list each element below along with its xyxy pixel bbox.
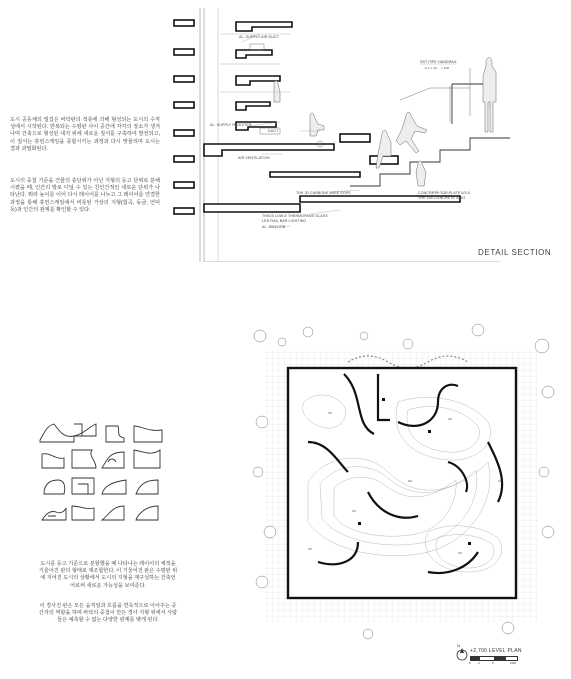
label-glass: THK24 LOW-E THERMOPANE GLASS bbox=[262, 214, 328, 218]
sketch-paragraph-2: 이 경사진 판은 모든 움직임과 흐름을 연속적으로 이어주는 중간자의 역할을 하며 바닥의 중첩이 만든 경사 지형 위에서 사람들은 예측할 수 없는 다양한 관계를 맺게 된다. bbox=[38, 603, 178, 624]
intro-paragraph-1: 도시 공동체의 밀집은 바닥판의 적층에 의해 형성되는 도시의 수직성에서 시작된다. 반복되는 수평판 사이 공간에 각각의 장소가 생겨나며 건축으로 형성된 대지 위에 새로운 질서를 구축하여 발전되고, 이 질서는 휴먼스케일을 종합시키는 과정과 다시 맞물리며 도시는 결과 과밀화된다. bbox=[10, 117, 160, 152]
north-label: N bbox=[457, 643, 460, 648]
detail-section-title: DETAIL SECTION bbox=[478, 248, 552, 257]
north-arrow-icon bbox=[455, 647, 469, 661]
label-wire-rope: THK 30 CARBONE WIRE ROPE bbox=[296, 191, 351, 195]
label-supply-register: AL. SUPPLY REGISTER bbox=[210, 123, 252, 127]
level-plan-title: +2,700 LEVEL PLAN bbox=[470, 648, 522, 654]
human-figures bbox=[274, 58, 496, 187]
level-plan-drawing bbox=[248, 322, 558, 642]
label-concrete-seat: THK 100 CONCRETE SEAT bbox=[418, 196, 466, 200]
label-led: LED RAIL BAR LIGHTING bbox=[262, 219, 307, 223]
room-mark: UP bbox=[328, 411, 333, 415]
scale-label-2: 2 bbox=[478, 661, 480, 665]
detail-section-drawing bbox=[170, 4, 565, 262]
sketch-paragraph-1: 도시를 등고 기준으로 분할했을 때 나타나는 레이어의 체적을 기울어진 판의 형태로 재조합한다. 이 기울어진 판은 수평판 위에 지어진 도시의 상황에서 도시의 지형을 재구성하는 건축언어로써 새로운 가능성을 보여준다. bbox=[38, 561, 178, 589]
label-pipe-handrail: SST PIPE HANDRAIL bbox=[420, 60, 457, 64]
section-sketch-grid bbox=[38, 418, 168, 528]
intro-paragraph-2: 도시의 중첩 기준을 건물의 층단위가 아닌 지형의 등고 단위로 분해시켰을 때, 인간의 발로 디딜 수 있는 친인간적인 새로운 단위가 나타난다. 뭐라 높이를 이어 다시 레이어를 나누고 그 레이어를 연결한 과정을 통해 휴먼스케일에서 비롯된 가상의 지형(험곡, 동굴, 언덕 등)과 인간의 관계를 확인할 수 있다. bbox=[10, 178, 160, 213]
room-mark: UP bbox=[458, 551, 463, 555]
label-duct: DUCT bbox=[268, 129, 279, 133]
scale-label-10: 10M bbox=[510, 661, 516, 665]
room-mark: DN bbox=[408, 479, 413, 483]
room-mark: UP bbox=[308, 547, 313, 551]
scale-label-0: 0 bbox=[469, 661, 471, 665]
floor-slab-stack bbox=[174, 20, 194, 214]
room-mark: UP bbox=[352, 509, 357, 513]
room-mark: UP bbox=[498, 479, 503, 483]
scale-label-5: 5 bbox=[492, 661, 494, 665]
label-concrete-top: CONCRETE TOP PLATE 6/3.5 bbox=[418, 191, 470, 195]
label-air-ventilation: AIR VENTILATION bbox=[238, 156, 270, 160]
label-handrail-dimension: ø 1 x 18 ... x 100 bbox=[425, 66, 450, 70]
room-mark: UP bbox=[448, 417, 453, 421]
label-supply-air-duct: AL. SUPPLY AIR DUCT bbox=[239, 35, 279, 39]
sketch-tiles bbox=[40, 424, 162, 520]
label-mullion: AL. MULLION bbox=[262, 225, 286, 229]
